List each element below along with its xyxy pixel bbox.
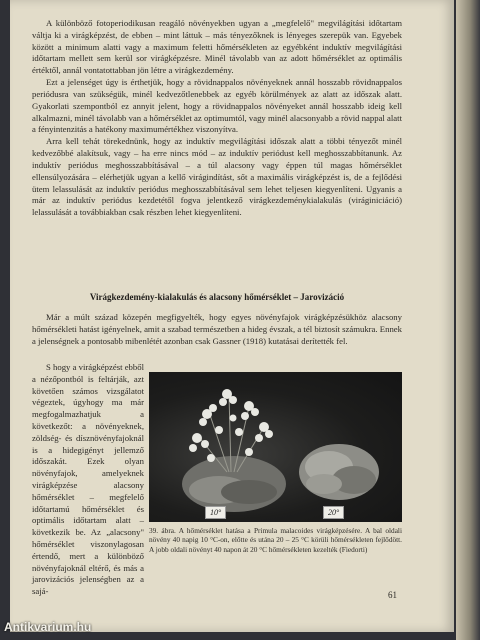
figure-caption: 39. ábra. A hőmérséklet hatása a Primula malacoides virágképzésére. A bal oldali növény 40 napig 10 °C-on, előtte és utána 20 – 25 °C körüli hőmérsékleten fejlődött. A jobb oldali növényt 40 napon át 20 °C hőmérsékleten kezelték (Fiedorti)	[149, 526, 402, 554]
temperature-label-right: 20°	[323, 506, 344, 519]
paragraph: Már a múlt század közepén megfigyelték, hogy egyes növényfajok virágképzésükhöz alacsony hőmérsékleti hatást igényelnek, amit a szabad természetben a hideg évszak, a tél biztosít számukra. Ennek a jelenségnek a pontosabb mibenlétét azonban csak Gassner (1918) kutatásai derítették fel.	[32, 312, 402, 346]
body-text-mid	[32, 312, 402, 347]
paragraph: Ezt a jelenséget úgy is érthetjük, hogy a rövidnappalos növényeknek annál hosszabb rövidnappalos periódusra van szükségük, minél kedvezőtlenebbek az egyéb körülmények az alatt az időszak alatt. Gyakorlati szempontból ez annyit jelent, hogy a rövidnappalos növényeket annál hosszabb ideig kell alkalmazni, minél távolabb van a hőmérséklet az optimumtól, vagy minél alacsonyabb a rövid nappal alatt a fényintenzitás a hatékony maximumértékhez viszonyítva.	[32, 77, 402, 135]
primula-photo	[149, 372, 402, 522]
paragraph: Arra kell tehát törekednünk, hogy az induktív megvilágítási időszak alatt a többi tényezőt minél kedvezőbbé alakítsuk, vagy – ha erre nincs mód – az induktív periódust kell meghosszabbítanunk. Az induktív periódus meghosszabbításával – a túl alacsony vagy éppen túl magas hőmérséklet ellensúlyozására – elérhetjük ugyan a kellő virágindítást, sőt a maximális virágképzést is, de a fejlődési ütem lelassulását az induktív periódus meghosszabbításával sem lehet teljesen kiegyenlíteni. Ugyanis a már az induktív periódus kezdetétől fogva jelentkező virágkezdeménykialakulás (viráginiciáció) lelassulását a továbbiakban csak részben lehet kiegyenlíteni.	[32, 136, 402, 218]
leafy-plant	[299, 444, 379, 500]
body-text-narrow	[32, 362, 144, 598]
book-gutter	[456, 0, 480, 640]
section-heading: Virágkezdemény-kialakulás és alacsony hőmérséklet – Jarovizáció	[89, 292, 345, 302]
body-text-top	[32, 18, 402, 219]
book-page	[10, 0, 454, 632]
temperature-label-left: 10°	[205, 506, 226, 519]
paragraph: S hogy a virágképzést ebből a nézőpontból is feltárják, azt követően számos vizsgálatot végeztek, úgyhogy ma már megfogalmazhatjuk a következőt: a növényeknek, zöldség- és dísznövényfajoknál is a hidegigényt jellemző időszakát. Ezek olyan növényfajok, amelyeknek virágképzése alacsony hőmérséklet – megfelelő időtartamú hőmérséklet és optimális időtartam alatt – következik be. Az „alacsony" hőmérséklet viszonylagosan értendő, mert a különböző növényfajoknál eltérő, és más a jarovizációs jelenségben az a sajá-	[32, 362, 144, 597]
paragraph: A különböző fotoperiodikusan reagáló növényekben ugyan a „megfelelő" megvilágítási időtartam váltja ki a virágképzést, de ebben – mint láttuk – más tényezőknek is lényeges szerepük van. Egyebek között a minimum alatti vagy a maximum feletti hőmérsékleten az egyébként induktív megvilágítási időtartam mellett sem kerül sor virágképzésre. Minél távolabb van az adott hőmérséklet az optimális értéktől, annál vontatottabban jön létre a virágkezdemény.	[32, 18, 402, 76]
page-number: 61	[388, 590, 397, 600]
flowering-plant	[182, 389, 286, 512]
plants-illustration	[149, 372, 402, 522]
watermark: Antikvarium.hu	[4, 620, 92, 634]
